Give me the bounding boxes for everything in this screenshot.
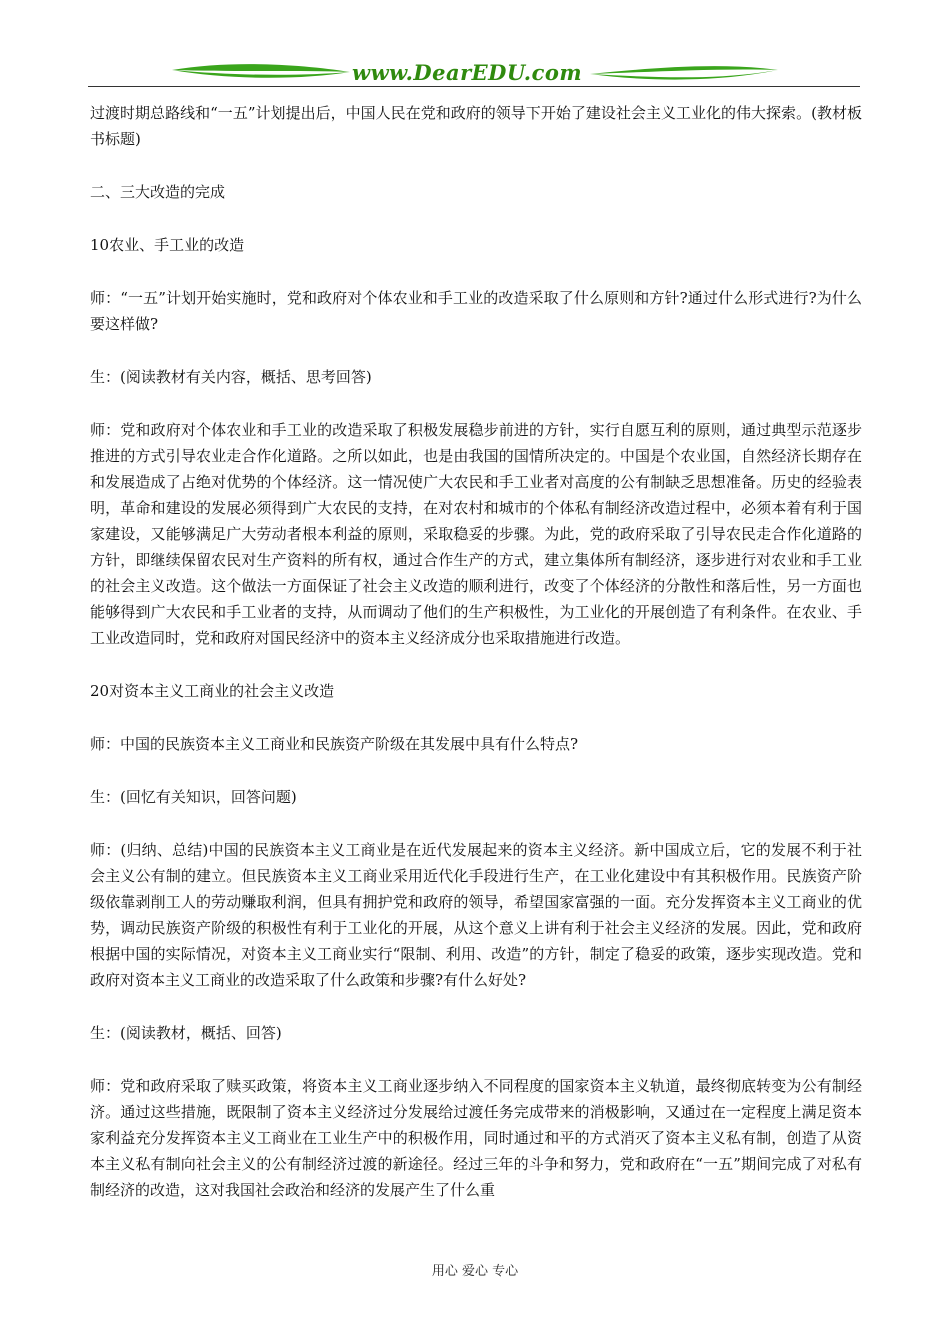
paragraph: 生：(回忆有关知识，回答问题) xyxy=(90,788,297,806)
paragraph: 过渡时期总路线和“一五”计划提出后，中国人民在党和政府的领导下开始了建设社会主义工业化的伟大探索。(教材板书标题) xyxy=(90,104,862,148)
paragraph: 师：(归纳、总结)中国的民族资本主义工商业是在近代发展起来的资本主义经济。新中国成立后，它的发展不利于社会主义公有制的建立。但民族资本主义工商业采用近代化手段进行生产，在工业化建设中有其积极作用。民族资产阶级依靠剥削工人的劳动赚取利润，但具有拥护党和政府的领导，希望国家富强的一面。充分发挥资本主义工商业的优势，调动民族资产阶级的积极性有利于工业化的开展，从这个意义上讲有利于社会主义经济的发展。因此，党和政府根据中国的实际情况，对资本主义工商业实行“限制、利用、改造”的方针，制定了稳妥的政策，逐步实现改造。党和政府对资本主义工商业的改造采取了什么政策和步骤?有什么好处? xyxy=(90,841,862,989)
document-body xyxy=(90,100,862,1230)
subsection-heading: 10农业、手工业的改造 xyxy=(90,236,245,254)
paragraph: 师：党和政府采取了赎买政策，将资本主义工商业逐步纳入不同程度的国家资本主义轨道，最终彻底转变为公有制经济。通过这些措施，既限制了资本主义经济过分发展给过渡任务完成带来的消极影响，又通过在一定程度上满足资本家利益充分发挥资本主义工商业在工业生产中的积极作用，同时通过和平的方式消灭了资本主义私有制，创造了从资本主义私有制向社会主义的公有制经济过渡的新途径。经过三年的斗争和努力，党和政府在“一五”期间完成了对私有制经济的改造，这对我国社会政治和经济的发展产生了什么重 xyxy=(90,1077,862,1199)
paragraph: 生：(阅读教材有关内容，概括、思考回答) xyxy=(90,368,372,386)
paragraph: 生：(阅读教材，概括、回答) xyxy=(90,1024,282,1042)
paragraph: 师：“一五”计划开始实施时，党和政府对个体农业和手工业的改造采取了什么原则和方针?通过什么形式进行?为什么要这样做? xyxy=(90,289,862,333)
page-footer: 用心 爱心 专心 xyxy=(431,1264,519,1279)
section-heading: 二、三大改造的完成 xyxy=(90,183,226,201)
paragraph: 师：中国的民族资本主义工商业和民族资产阶级在其发展中具有什么特点? xyxy=(90,735,579,753)
subsection-heading: 20对资本主义工商业的社会主义改造 xyxy=(90,682,335,700)
header-divider xyxy=(88,86,860,87)
site-logo: www.DearEDU.com xyxy=(352,60,583,85)
paragraph: 师：党和政府对个体农业和手工业的改造采取了积极发展稳步前进的方针，实行自愿互利的原则，通过典型示范逐步推进的方式引导农业走合作化道路。之所以如此，也是由我国的国情所决定的。中国是个农业国，自然经济长期存在和发展造成了占绝对优势的个体经济。这一情况使广大农民和手工业者对高度的公有制缺乏思想准备。历史的经验表明，革命和建设的发展必须得到广大农民的支持，在对农村和城市的个体私有制经济改造过程中，必须本着有利于国家建设，又能够满足广大劳动者根本利益的原则，采取稳妥的步骤。为此，党的政府采取了引导农民走合作化道路的方针，即继续保留农民对生产资料的所有权，通过合作生产的方式，建立集体所有制经济，逐步进行对农业和手工业的社会主义改造。这个做法一方面保证了社会主义改造的顺利进行，改变了个体经济的分散性和落后性，另一方面也能够得到广大农民和手工业者的支持，从而调动了他们的生产积极性，为工业化的开展创造了有利条件。在农业、手工业改造同时，党和政府对国民经济中的资本主义经济成分也采取措施进行改造。 xyxy=(90,421,862,647)
